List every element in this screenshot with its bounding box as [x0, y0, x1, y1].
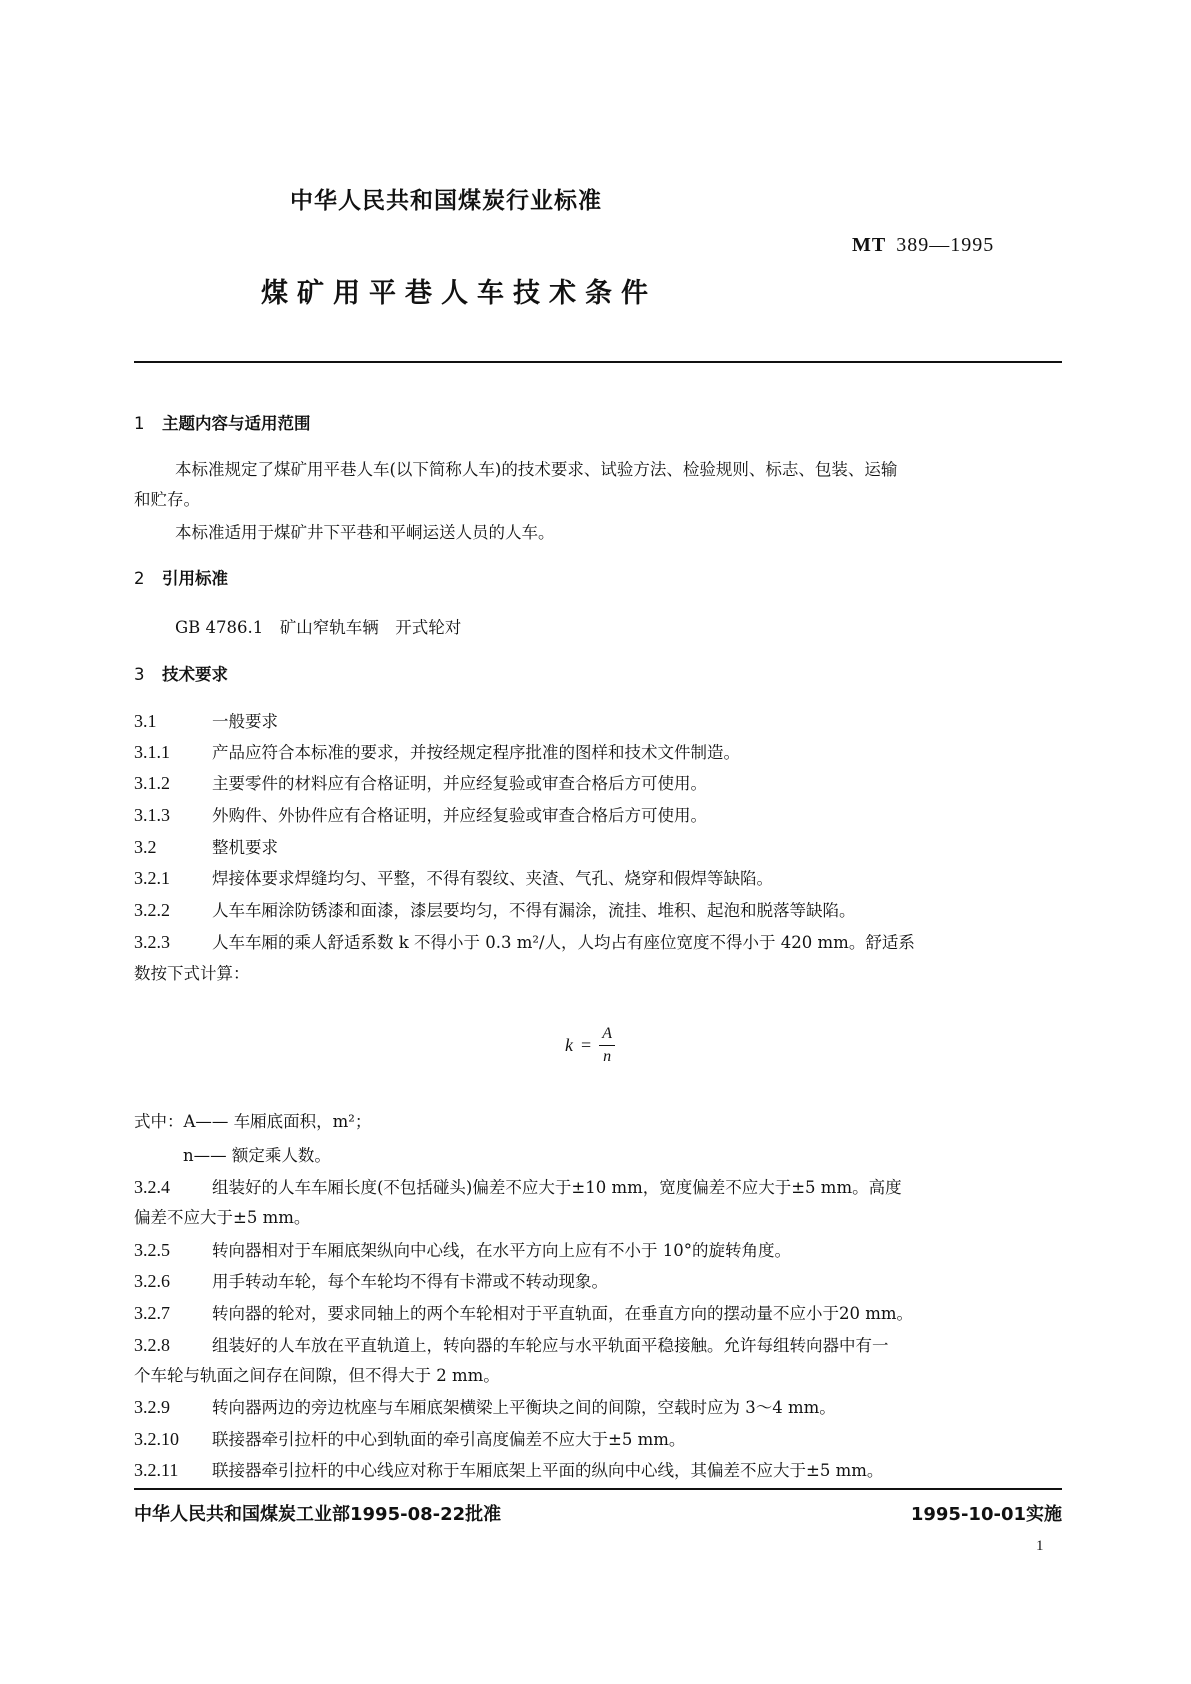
clause-number: 3.2.2: [134, 900, 170, 920]
clause-number: 3.1.3: [134, 805, 170, 825]
clause: [134, 836, 278, 859]
section-number: 3: [134, 665, 145, 684]
clause-number: 3.2.9: [134, 1397, 170, 1417]
document-title: 煤矿用平巷人车技术条件: [261, 278, 657, 309]
clause-text: 外购件、外协件应有合格证明，并应经复验或审查合格后方可使用。: [212, 806, 707, 825]
fraction-bar: [599, 1045, 615, 1046]
clause: [134, 1459, 883, 1482]
clause: [134, 1176, 902, 1199]
clause-number: 3.2: [134, 837, 157, 857]
paragraph-line: 本标准规定了煤矿用平巷人车(以下简称人车)的技术要求、试验方法、检验规则、标志、包装、运输: [175, 460, 898, 479]
section-title: 技术要求: [162, 665, 228, 684]
clause-number: 3.1.1: [134, 742, 170, 762]
code-number: 389—1995: [896, 234, 995, 256]
clause-number: 3.2.5: [134, 1240, 170, 1260]
clause: [134, 710, 278, 733]
formula-legend-line: n—— 额定乘人数。: [183, 1146, 331, 1165]
formula-equals: =: [581, 1035, 592, 1055]
clause-number: 3.1.2: [134, 773, 170, 793]
page-number: 1: [1036, 1538, 1044, 1554]
clause-number: 3.2.3: [134, 932, 170, 952]
clause: [134, 804, 707, 827]
clause-text: 联接器牵引拉杆的中心线应对称于车厢底架上平面的纵向中心线，其偏差不应大于±5 mm。: [212, 1461, 884, 1480]
section-heading-3: [134, 664, 228, 686]
clause-number: 3.2.4: [134, 1177, 170, 1197]
clause-text: 焊接体要求焊缝均匀、平整，不得有裂纹、夹渣、气孔、烧穿和假焊等缺陷。: [212, 869, 773, 888]
section-number: 1: [134, 414, 145, 433]
clause: [134, 867, 773, 890]
clause: [134, 899, 856, 922]
clause-number: 3.2.10: [134, 1429, 179, 1449]
clause-text: 转向器两边的旁边枕座与车厢底架横梁上平衡块之间的间隙，空载时应为 3～4 mm。: [212, 1398, 836, 1417]
issuing-standard-title: 中华人民共和国煤炭行业标准: [290, 188, 602, 214]
clause-text: 组装好的人车车厢长度(不包括碰头)偏差不应大于±10 mm，宽度偏差不应大于±5 mm。高度: [212, 1178, 902, 1197]
clause-text: 用手转动车轮，每个车轮均不得有卡滞或不转动现象。: [212, 1272, 608, 1291]
clause-number: 3.2.1: [134, 868, 170, 888]
clause: [134, 741, 740, 764]
clause-text: 主要零件的材料应有合格证明，并应经复验或审查合格后方可使用。: [212, 774, 707, 793]
code-prefix: MT: [852, 234, 887, 256]
clause: [134, 772, 707, 795]
clause: [134, 1428, 685, 1451]
clause: [134, 1334, 889, 1357]
header-rule: [134, 361, 1062, 363]
clause-text: 一般要求: [212, 712, 278, 731]
formula-numerator: A: [602, 1025, 613, 1042]
effective-date: 1995-10-01实施: [910, 1504, 1062, 1525]
formula-denominator: n: [603, 1048, 612, 1065]
clause: [134, 1270, 608, 1293]
approval-date: 中华人民共和国煤炭工业部1995-08-22批准: [134, 1504, 502, 1525]
clause: [134, 1239, 791, 1262]
clause-continuation: 个车轮与轨面之间存在间隙，但不得大于 2 mm。: [134, 1366, 500, 1385]
section-title: 主题内容与适用范围: [162, 414, 311, 433]
clause-text: 产品应符合本标准的要求，并按经规定程序批准的图样和技术文件制造。: [212, 743, 740, 762]
comfort-formula: [565, 1025, 615, 1066]
clause-text: 组装好的人车放在平直轨道上，转向器的车轮应与水平轨面平稳接触。允许每组转向器中有一: [212, 1336, 889, 1355]
section-number: 2: [134, 569, 145, 588]
clause: [134, 1396, 836, 1419]
clause-number: 3.2.7: [134, 1303, 170, 1323]
section-title: 引用标准: [162, 569, 228, 588]
clause: [134, 1302, 913, 1325]
paragraph-line: 本标准适用于煤矿井下平巷和平峒运送人员的人车。: [175, 523, 555, 542]
formula-lhs: k: [565, 1035, 573, 1055]
formula-legend-line: 式中：A—— 车厢底面积，m²；: [134, 1112, 372, 1131]
footer-rule: [134, 1488, 1062, 1490]
clause-continuation: 数按下式计算：: [134, 964, 250, 983]
clause-text: 人车车厢的乘人舒适系数 k 不得小于 0.3 m²/人，人均占有座位宽度不得小于 420 mm。舒适系: [212, 933, 915, 952]
clause-text: 联接器牵引拉杆的中心到轨面的牵引高度偏差不应大于±5 mm。: [212, 1430, 686, 1449]
clause-text: 整机要求: [212, 838, 278, 857]
reference-standard: GB 4786.1 矿山窄轨车辆 开式轮对: [175, 618, 462, 637]
clause-text: 转向器相对于车厢底架纵向中心线，在水平方向上应有不小于 10°的旋转角度。: [212, 1241, 791, 1260]
clause-text: 转向器的轮对，要求同轴上的两个车轮相对于平直轨面，在垂直方向的摆动量不应小于20 mm。: [212, 1304, 914, 1323]
clause-number: 3.2.8: [134, 1335, 170, 1355]
clause-number: 3.2.6: [134, 1271, 170, 1291]
standard-code: [852, 234, 994, 257]
clause: [134, 931, 915, 954]
paragraph-line: 和贮存。: [134, 490, 200, 509]
clause-number: 3.2.11: [134, 1460, 179, 1480]
section-heading-2: [134, 568, 228, 590]
clause-continuation: 偏差不应大于±5 mm。: [134, 1208, 311, 1227]
clause-number: 3.1: [134, 711, 157, 731]
clause-text: 人车车厢涂防锈漆和面漆，漆层要均匀，不得有漏涂，流挂、堆积、起泡和脱落等缺陷。: [212, 901, 856, 920]
section-heading-1: [134, 413, 311, 435]
formula-fraction: [599, 1025, 615, 1066]
